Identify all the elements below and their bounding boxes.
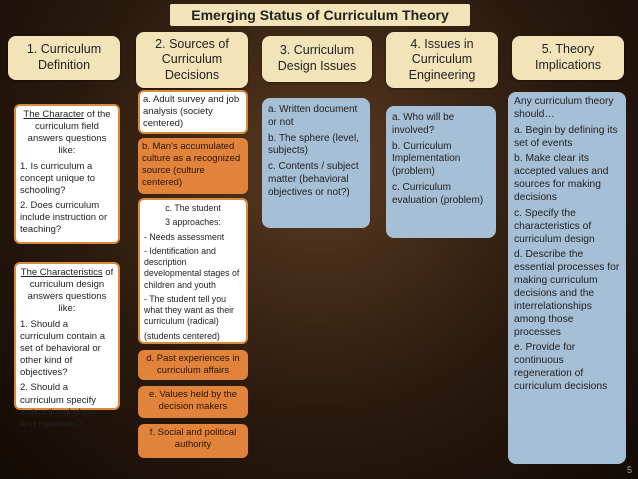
page-number: 5 [626,465,632,475]
design-issue-c: c. Contents / subject matter (behavioral objectives or not?) [268,161,359,198]
design-issue-b: b. The sphere (level, subjects) [268,132,359,157]
engineering-issue-b: b. Curriculum Implementation (problem) [392,140,461,178]
header-theory-implications: 5. Theory Implications [512,36,624,80]
header-curriculum-definition: 1. Curriculum Definition [8,36,120,80]
source-f-box: f. Social and political authority [138,424,248,458]
source-d-box: d. Past experiences in curriculum affairs [138,350,248,380]
design-issue-a: a. Written document or not [268,104,358,128]
implication-intro: Any curriculum theory should… [514,96,614,120]
engineering-issue-a: a. Who will be involved? [392,112,455,136]
source-b-box: b. Man’s accumulated culture as a recognized source (culture centered) [138,138,248,194]
characteristics-question-2: 2. Should a curriculum specify instructional plans and materials? [20,382,97,430]
characteristics-question-1: 1. Should a curriculum contain a set of behavioral or other kind of objectives? [20,318,106,379]
source-c-title: c. The student [165,203,221,213]
source-c-item-4: (students centered) [144,330,220,341]
characteristics-box [14,262,120,430]
page-title: Emerging Status of Curriculum Theory [170,4,470,26]
source-a-box: a. Adult survey and job analysis (society centered) [138,90,248,134]
header-engineering-issues: 4. Issues in Curriculum Engineering [386,32,498,88]
engineering-issue-c: c. Curriculum evaluation (problem) [392,181,484,206]
header-design-issues: 3. Curriculum Design Issues [262,36,372,82]
implication-b: b. Make clear its accepted values and sources for making decisions [514,153,609,204]
theory-implications-box [508,92,626,464]
character-box [14,104,120,244]
source-c-subtitle: 3 approaches: [165,217,221,228]
character-question-1: 1. Is curriculum a concept unique to schooling? [20,160,96,196]
source-e-box: e. Values held by the decision makers [138,386,248,418]
implication-a: a. Begin by defining its set of events [514,124,618,149]
implication-c: c. Specify the characteristics of curriculum design [514,207,595,245]
implication-d: d. Describe the essential processes for making curriculum decisions and the interrelationships among those processes [514,249,620,338]
source-c-item-1: - Needs assessment [144,231,225,242]
character-heading: The Character of the curriculum field answers questions like: [23,109,111,157]
character-question-2: 2. Does curriculum include instruction or teaching? [20,200,108,236]
source-c-box [138,198,248,344]
implication-e: e. Provide for continuous regeneration of curriculum decisions [514,342,608,393]
engineering-issues-box [386,106,496,238]
source-c-item-3: - The student tell you what they want as their curriculum (radical) [144,293,234,327]
characteristics-heading: The Characteristics of curriculum design answers questions like: [20,267,114,315]
header-sources-of-decisions: 2. Sources of Curriculum Decisions [136,32,248,88]
source-c-item-2: - Identification and description developmental stages of children and youth [144,245,240,290]
design-issues-box [262,98,370,228]
